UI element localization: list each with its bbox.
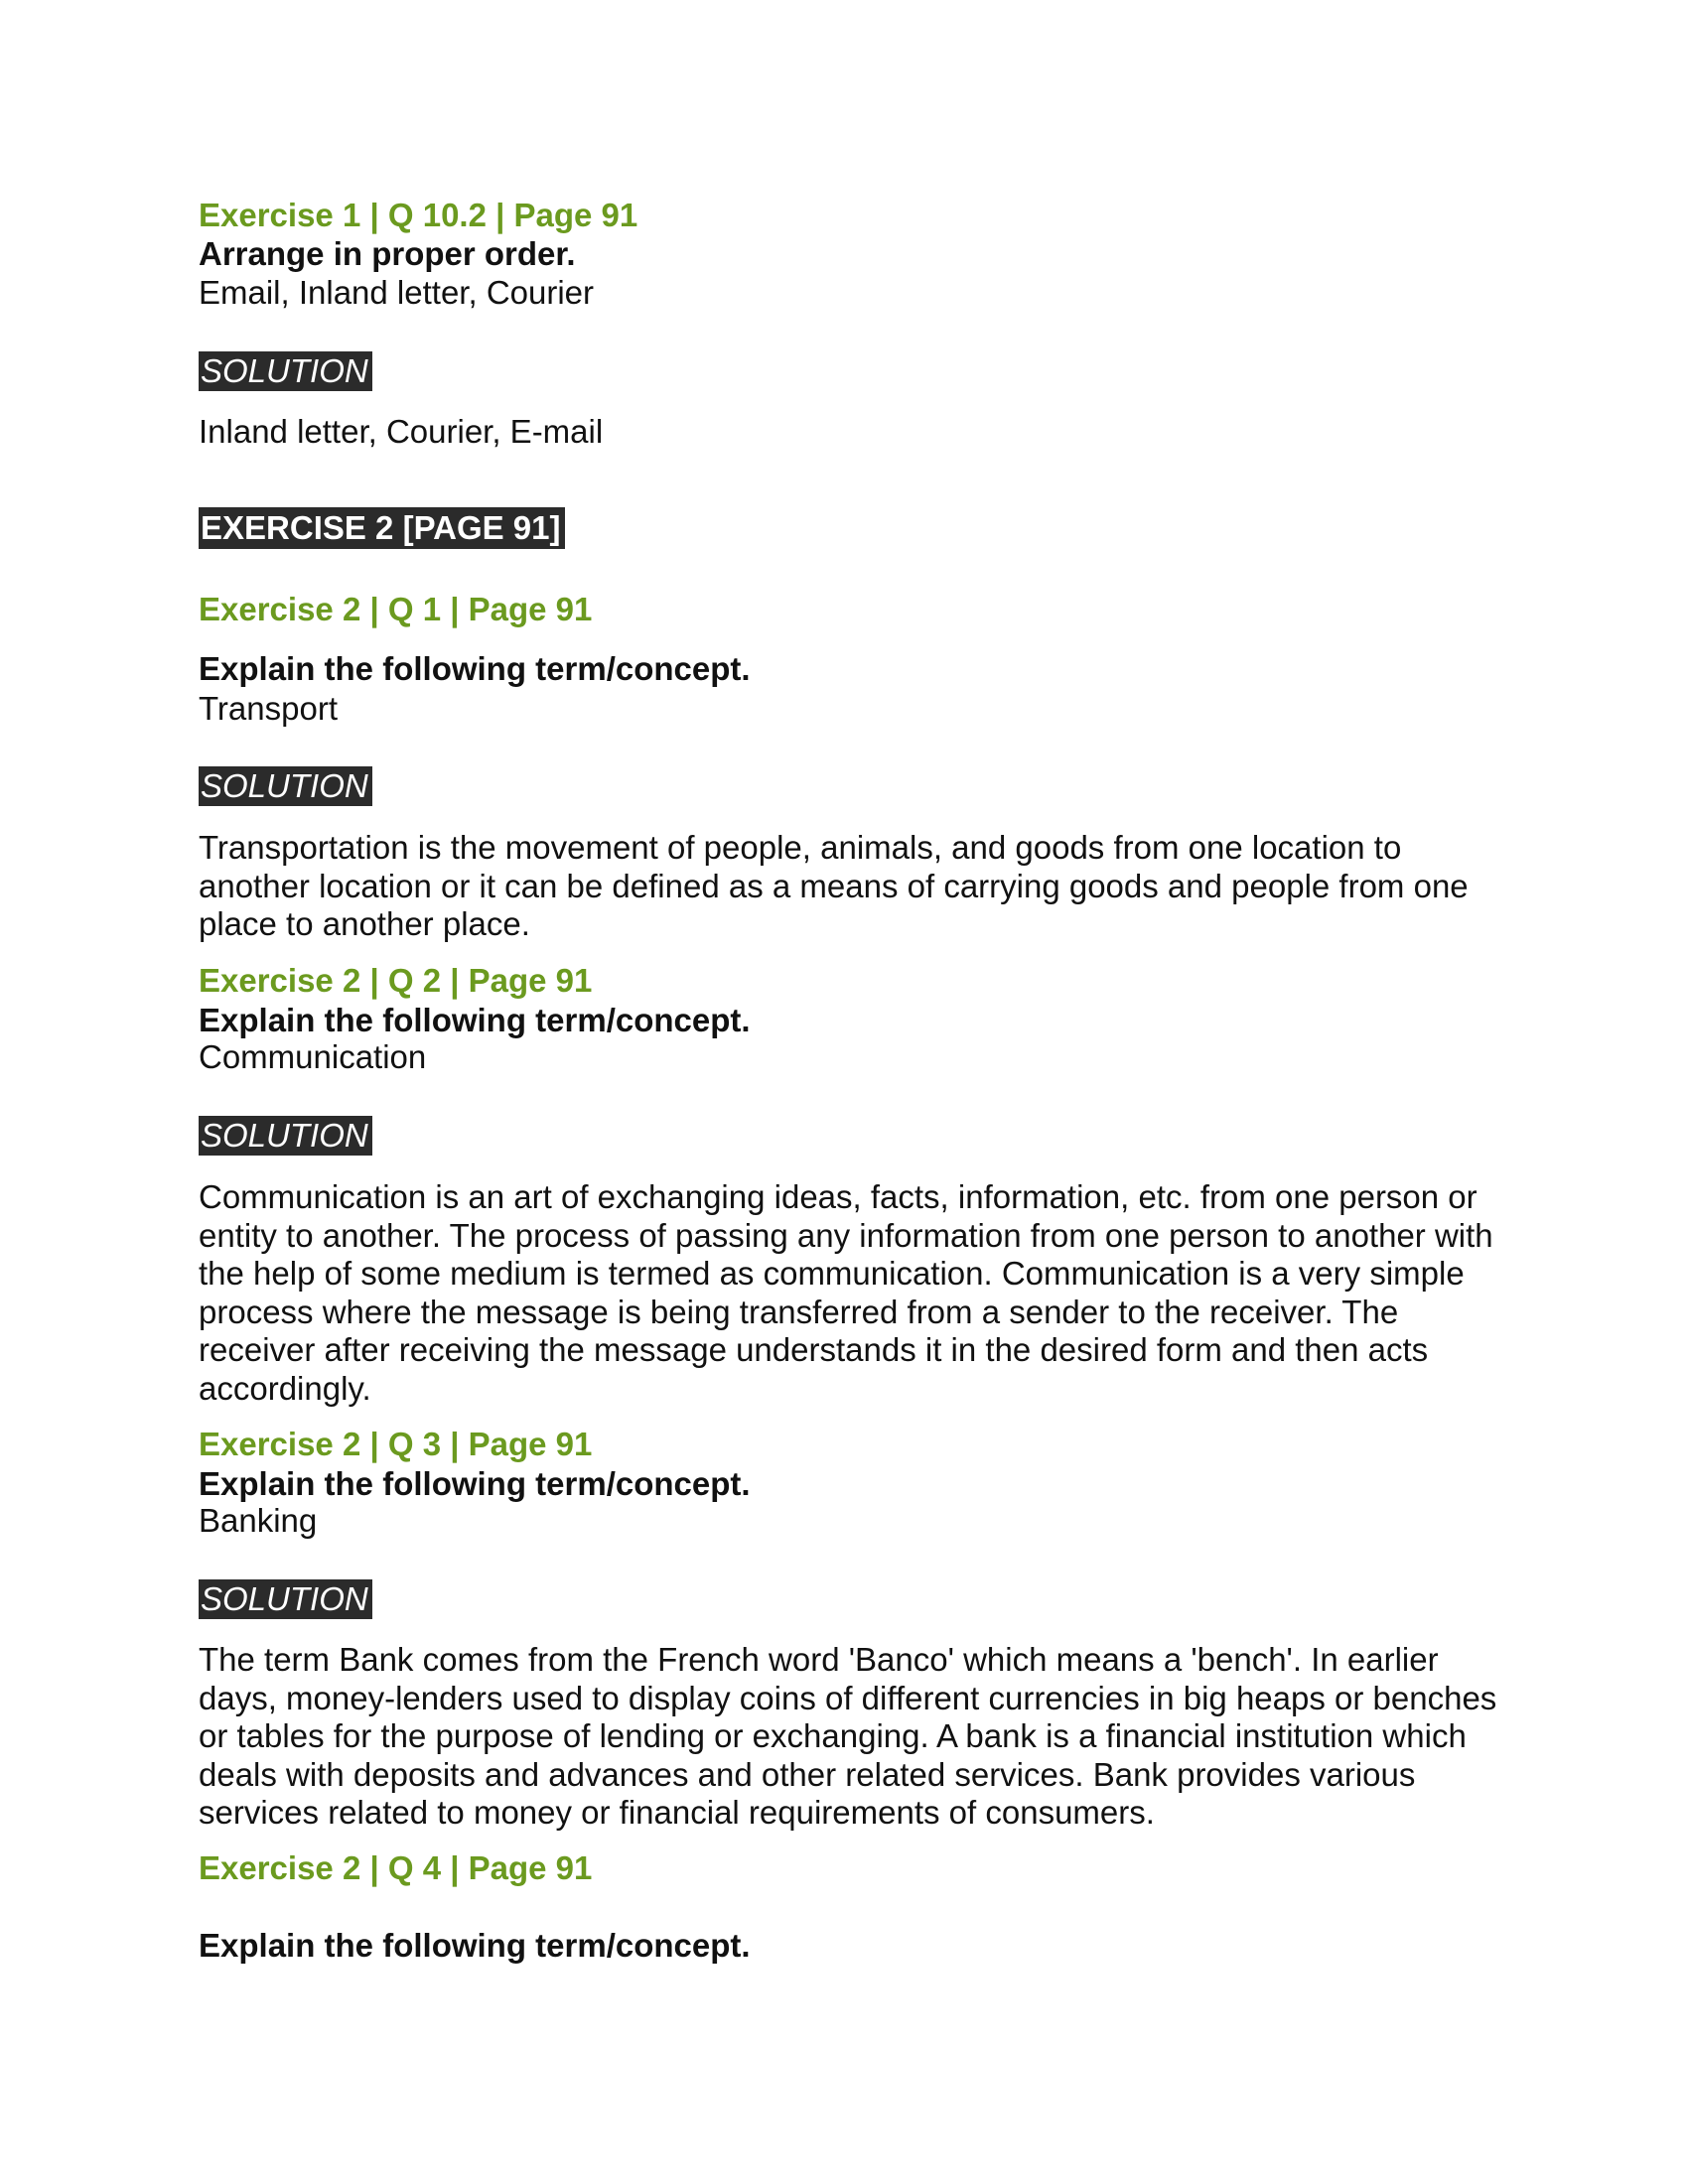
solution-label: SOLUTION: [199, 1579, 372, 1619]
question-heading: Exercise 2 | Q 1 | Page 91: [199, 591, 593, 627]
question-heading: Exercise 2 | Q 3 | Page 91: [199, 1426, 593, 1462]
solution-text: Inland letter, Courier, E-mail: [199, 413, 604, 450]
question-prompt: Explain the following term/concept.: [199, 650, 751, 687]
solution-text: Communication is an art of exchanging ideas, facts, information, etc. from one person or entity to another. The process of passing any information from one person to another with the help of some medium is termed as communication. Communication is a very simple process where the message is being transferred from a sender to the receiver. The receiver after receiving the message understands it in the desired form and then acts accordingly.: [199, 1178, 1493, 1407]
solution-text: The term Bank comes from the French word 'Banco' which means a 'bench'. In earlier days, money-lenders used to display coins of different currencies in big heaps or benches or tables for the purpose of lending or exchanging. A bank is a financial institution which deals with deposits and advances and other related services. Bank provides various services related to money or financial requirements of consumers.: [199, 1641, 1497, 1831]
solution-text: Transportation is the movement of people, animals, and goods from one location to another location or it can be defined as a means of carrying goods and people from one place to another place.: [199, 829, 1469, 942]
exercise-banner: EXERCISE 2 [PAGE 91]: [199, 507, 565, 549]
solution-label: SOLUTION: [199, 766, 372, 806]
question-text: Communication: [199, 1038, 427, 1075]
question-heading: Exercise 2 | Q 2 | Page 91: [199, 962, 593, 999]
question-prompt: Explain the following term/concept.: [199, 1002, 751, 1038]
question-prompt: Explain the following term/concept.: [199, 1465, 751, 1502]
question-text: Email, Inland letter, Courier: [199, 274, 595, 311]
question-heading: Exercise 1 | Q 10.2 | Page 91: [199, 197, 638, 233]
question-text: Transport: [199, 690, 338, 727]
solution-label: SOLUTION: [199, 1116, 372, 1156]
question-prompt: Arrange in proper order.: [199, 235, 576, 272]
solution-label: SOLUTION: [199, 351, 372, 391]
question-text: Banking: [199, 1502, 318, 1539]
question-prompt: Explain the following term/concept.: [199, 1927, 751, 1964]
question-heading: Exercise 2 | Q 4 | Page 91: [199, 1849, 593, 1886]
